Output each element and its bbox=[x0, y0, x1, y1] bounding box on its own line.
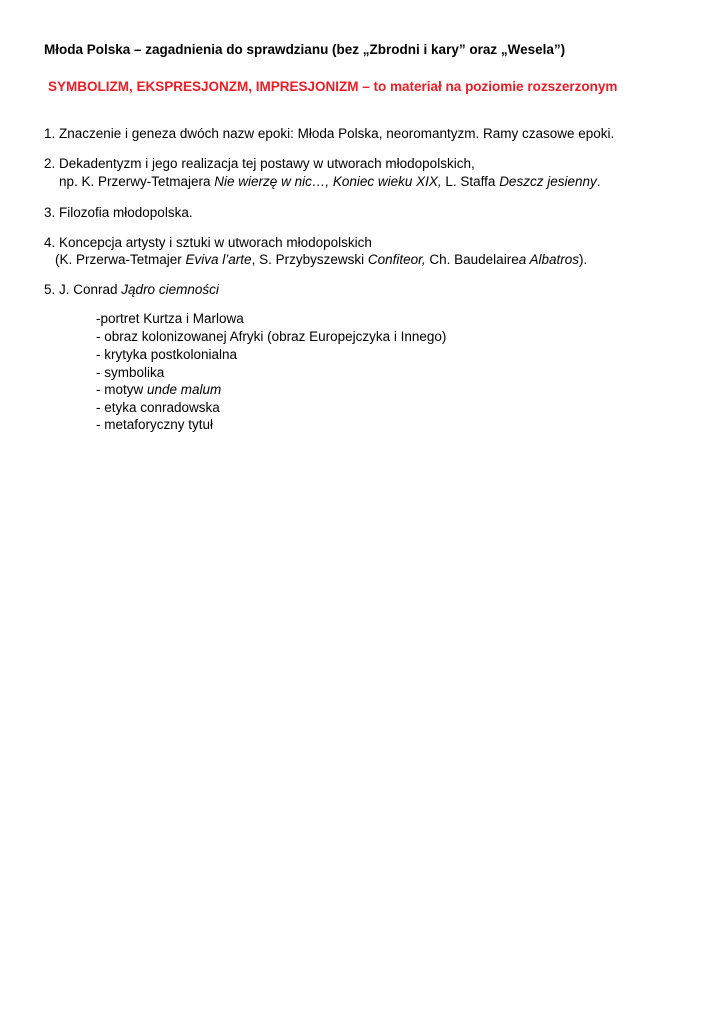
item-4-text-g: ). bbox=[579, 252, 588, 267]
subitem-3: - krytyka postkolonialna bbox=[96, 347, 238, 362]
item-4-title-eviva: Eviva l’arte bbox=[185, 252, 252, 267]
subitem-6: - etyka conradowska bbox=[96, 400, 220, 415]
subitem-5-latin: unde malum bbox=[147, 382, 222, 397]
list-item-4-details bbox=[55, 251, 587, 269]
item-2-title-staff: Deszcz jesienny bbox=[499, 174, 597, 189]
list-item-4: 4. Koncepcja artysty i sztuki w utworach młodopolskich bbox=[44, 235, 372, 250]
item-4-text-c: , S. Przybyszewski bbox=[251, 252, 368, 267]
subitem-5 bbox=[96, 381, 221, 399]
subitem-1: -portret Kurtza i Marlowa bbox=[96, 311, 244, 326]
extended-level-note: SYMBOLIZM, EKSPRESJONZM, IMPRESJONIZM – to materiał na poziomie rozszerzonym bbox=[48, 79, 618, 94]
item-5-text: 5. J. Conrad bbox=[44, 282, 122, 297]
list-item-1: 1. Znaczenie i geneza dwóch nazw epoki: Młoda Polska, neoromantyzm. Ramy czasowe epoki. bbox=[44, 126, 615, 141]
item-2-text-a: np. K. Przerwy-Tetmajera bbox=[59, 174, 215, 189]
subitem-4: - symbolika bbox=[96, 365, 165, 380]
list-item-2: 2. Dekadentyzm i jego realizacja tej postawy w utworach młodopolskich, bbox=[44, 156, 475, 171]
item-4-title-confiteor: Confiteor, bbox=[367, 252, 426, 267]
item-2-text-c: L. Staffa bbox=[441, 174, 500, 189]
item-2-text-e: . bbox=[596, 174, 601, 189]
subitem-5-text: - motyw bbox=[96, 382, 148, 397]
document-title: Młoda Polska – zagadnienia do sprawdzianu (bez „Zbrodni i kary” oraz „Wesela”) bbox=[44, 42, 566, 57]
list-item-5 bbox=[44, 281, 219, 299]
list-item-2-details bbox=[59, 173, 601, 191]
item-4-text-e: Ch. Baudelaire bbox=[425, 252, 519, 267]
subitem-2: - obraz kolonizowanej Afryki (obraz Europejczyka i Innego) bbox=[96, 329, 447, 344]
subitem-7: - metaforyczny tytuł bbox=[96, 417, 214, 432]
item-4-text-a: (K. Przerwa-Tetmajer bbox=[55, 252, 186, 267]
item-2-titles-tetmajer: Nie wierzę w nic…, Koniec wieku XIX, bbox=[214, 174, 442, 189]
item-4-title-albatros: a Albatros bbox=[518, 252, 579, 267]
list-item-3: 3. Filozofia młodopolska. bbox=[44, 205, 193, 220]
item-5-title: Jądro ciemności bbox=[121, 282, 219, 297]
